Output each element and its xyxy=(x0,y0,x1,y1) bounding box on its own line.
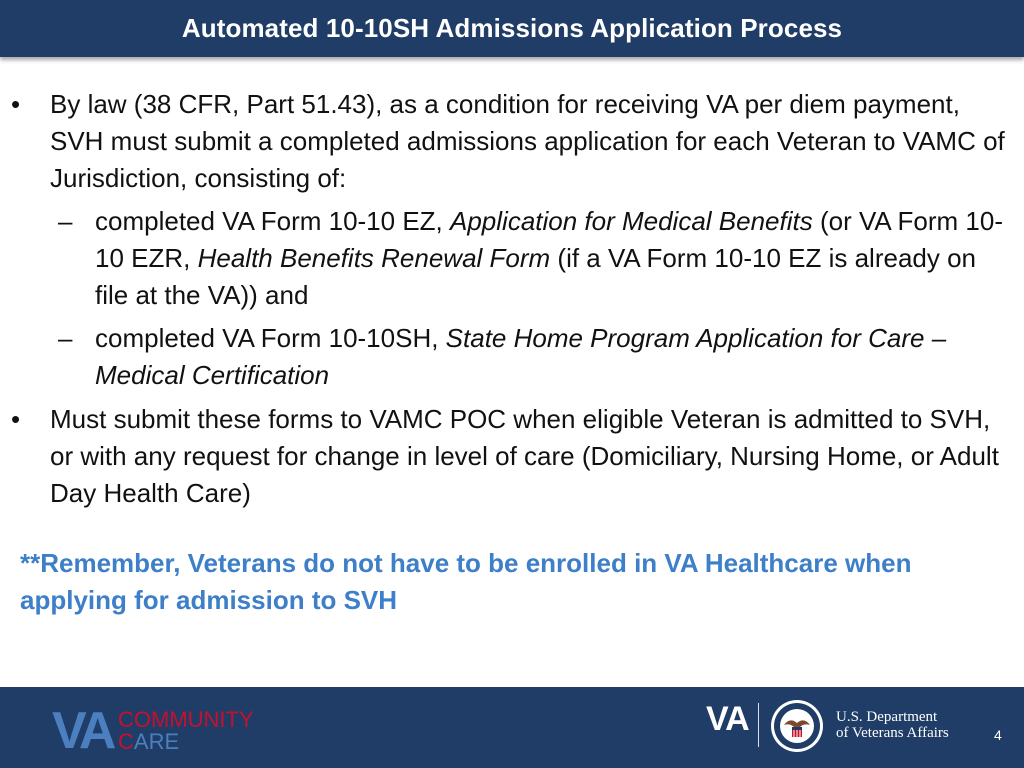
slide-content xyxy=(0,86,1024,512)
footer-divider xyxy=(758,703,759,747)
bullet-text: By law (38 CFR, Part 51.43), as a condition for receiving VA per diem payment, SVH must submit a completed admissions application for each Veteran to VAMC of Jurisdiction, consisting of: xyxy=(50,89,1005,193)
sub-text-pre: completed VA Form 10-10 EZ, xyxy=(95,206,450,236)
logo-va-letters: VA xyxy=(52,702,113,760)
slide-title: Automated 10-10SH Admissions Application Process xyxy=(181,13,843,43)
va-community-care-logo xyxy=(52,703,282,758)
va-seal-icon xyxy=(770,699,824,753)
sub-bullet-form-1010sh xyxy=(0,320,1024,394)
title-bar xyxy=(0,0,1024,57)
bullet-marker: • xyxy=(11,404,21,434)
sub-text-mid: (or VA Form 10-10 EZR, xyxy=(95,206,1003,273)
logo-care-word: CARE xyxy=(118,729,180,754)
form-title-state-home: State Home Program Application for Care – Medical Certification xyxy=(95,323,947,390)
bullet-text: Must submit these forms to VAMC POC when eligible Veteran is admitted to SVH, or with any request for change in level of care (Domiciliary, Nursing Home, or Adult Day Health Care) xyxy=(50,404,999,508)
bullet-marker: • xyxy=(11,89,21,119)
remember-note: **Remember, Veterans do not have to be enrolled in VA Healthcare when applying for admission to SVH xyxy=(20,548,912,615)
sub-bullet-form-1010ez xyxy=(0,203,1024,314)
form-title-medical-benefits: Application for Medical Benefits xyxy=(450,206,813,236)
sub-text-pre: completed VA Form 10-10SH, xyxy=(95,323,446,353)
page-number: 4 xyxy=(994,727,1002,743)
bullet-law-requirement xyxy=(0,86,1024,197)
bullet-submit-forms xyxy=(0,401,1024,512)
form-title-renewal: Health Benefits Renewal Form xyxy=(197,243,551,273)
dash-marker: – xyxy=(58,323,73,353)
logo-community-word: COMMUNITY xyxy=(118,707,254,732)
footer-bar xyxy=(0,687,1024,768)
department-name: U.S. Department of Veterans Affairs xyxy=(836,709,949,741)
va-wordmark: VA xyxy=(706,700,749,738)
dash-marker: – xyxy=(58,206,73,236)
sub-text-post: (if a VA Form 10-10 EZ is already on file at the VA)) and xyxy=(95,243,977,310)
